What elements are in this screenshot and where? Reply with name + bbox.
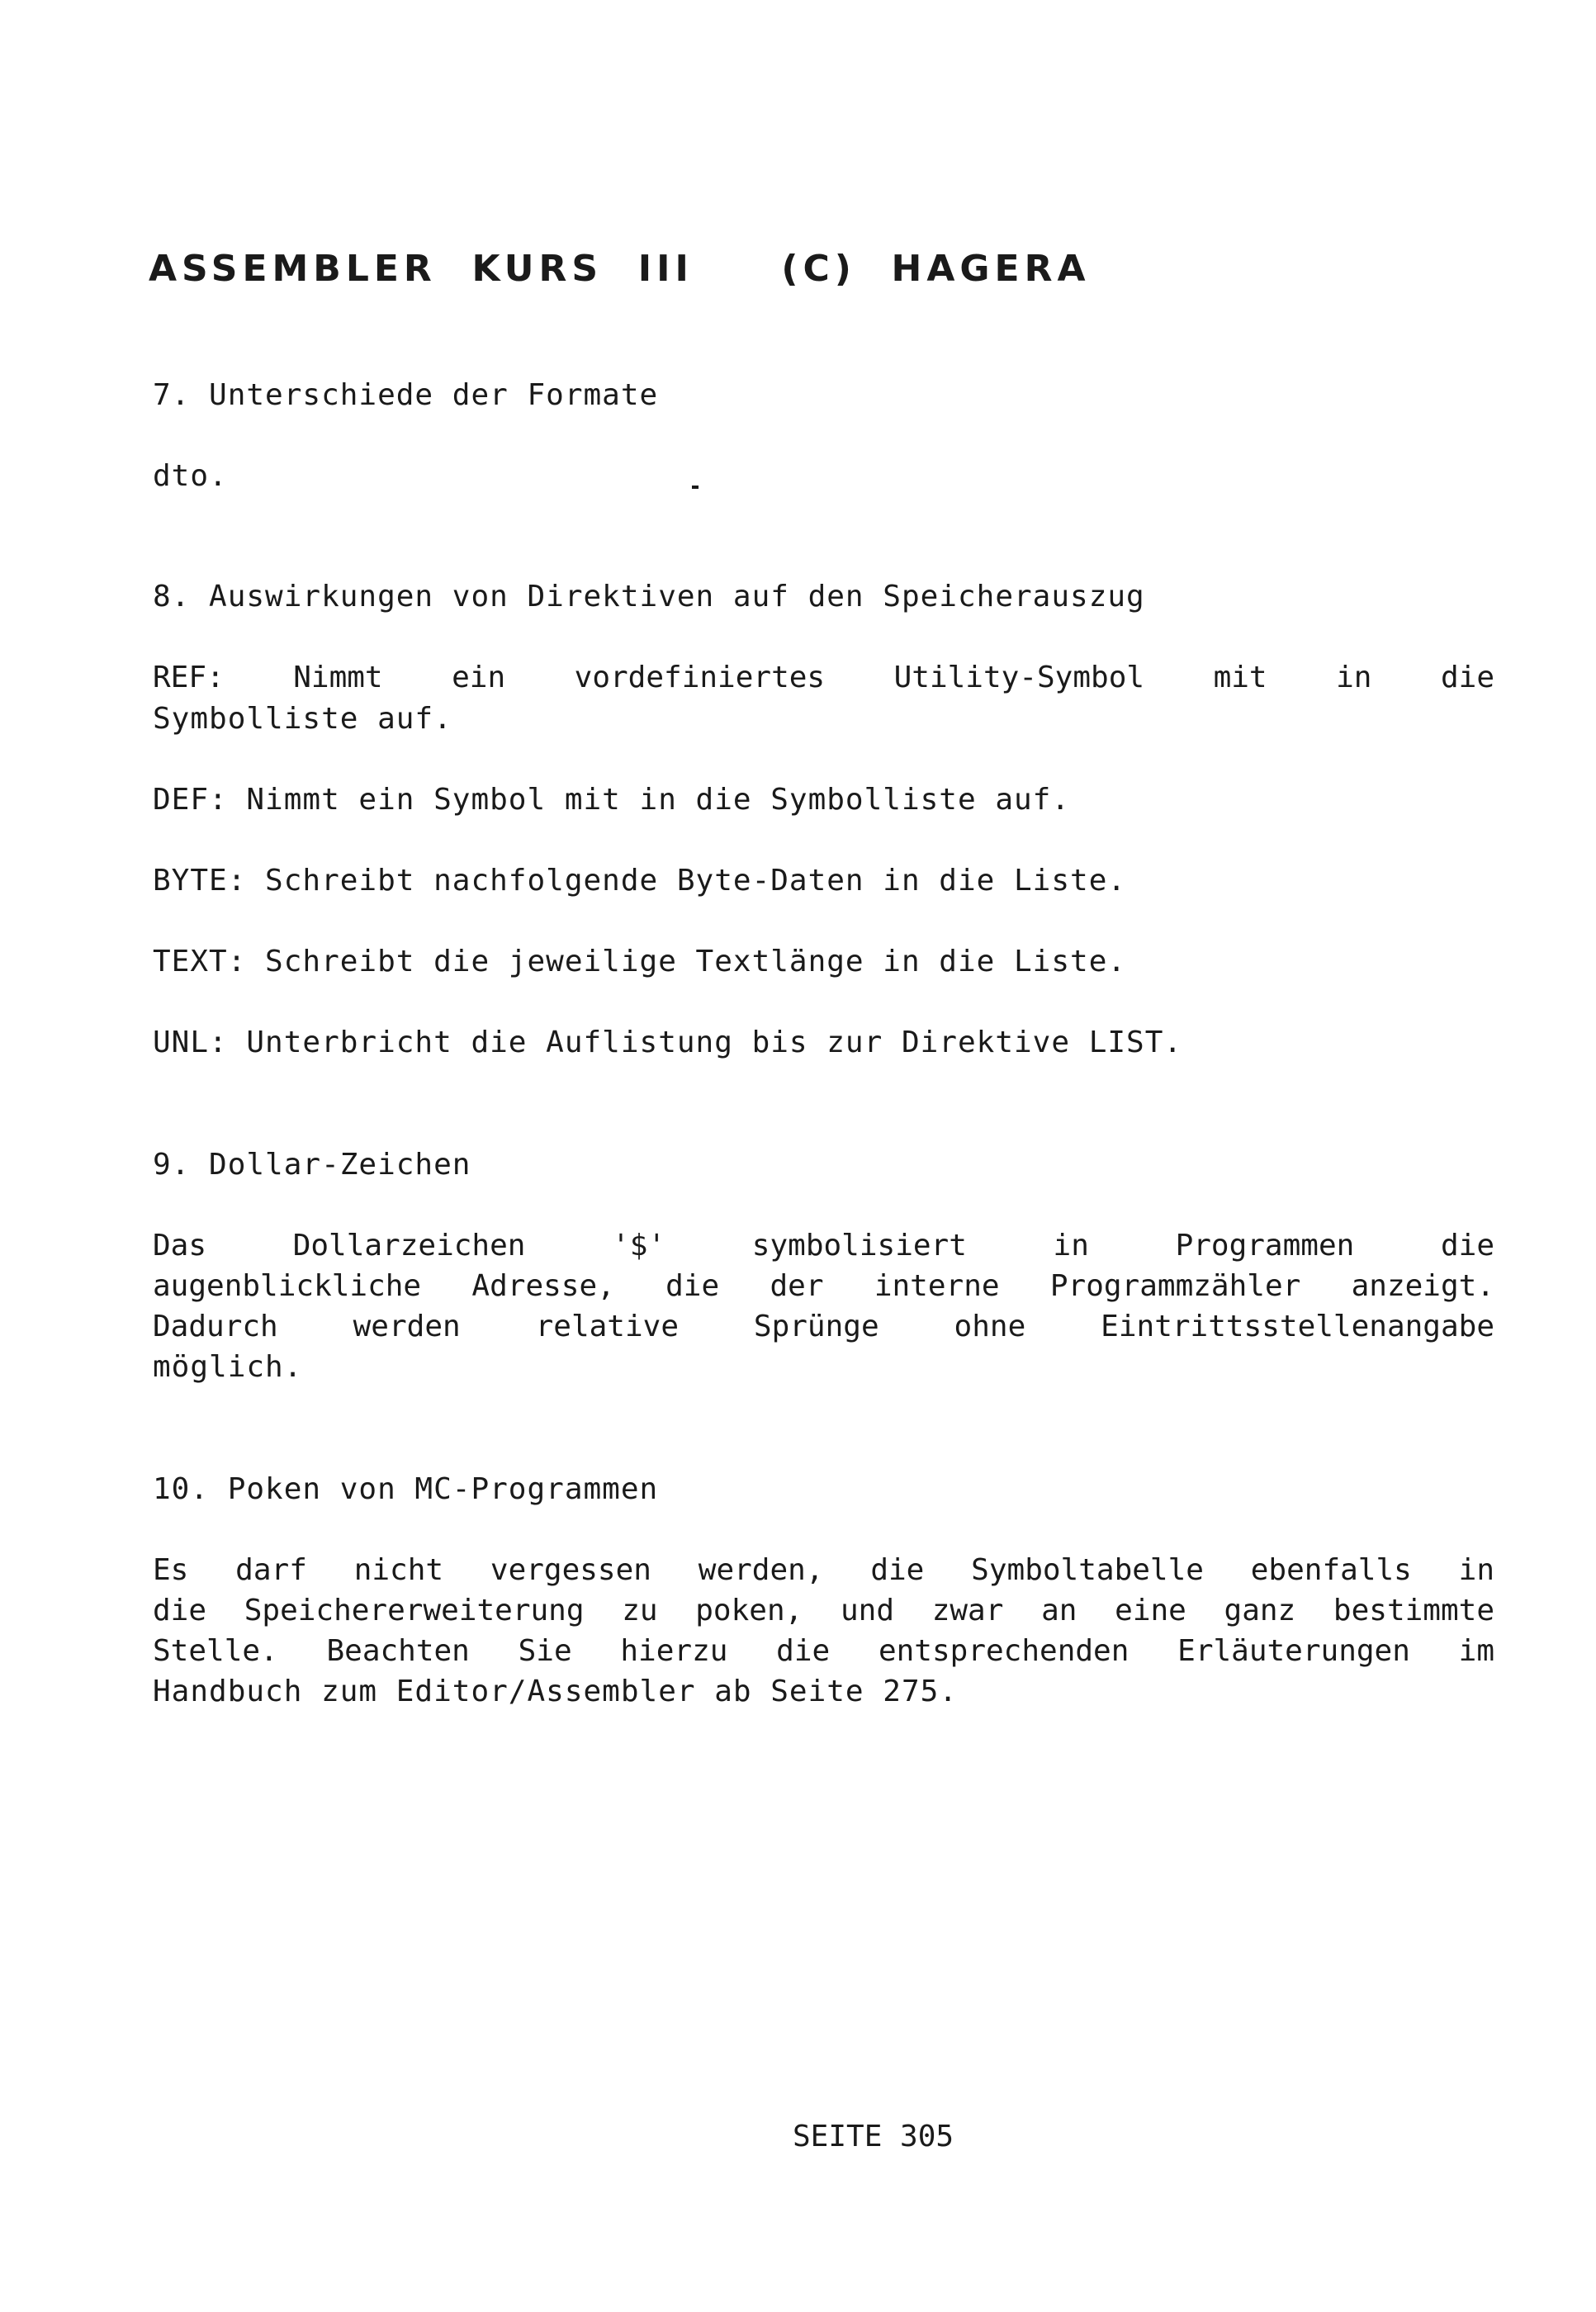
unl-line: UNL: Unterbricht die Auflistung bis zur Direktive LIST. bbox=[153, 1026, 1183, 1059]
section-8-title: 8. Auswirkungen von Direktiven auf den Speicherauszug bbox=[153, 580, 1145, 614]
section-10-title: 10. Poken von MC-Programmen bbox=[153, 1472, 659, 1506]
ref-line-1: REF: Nimmt ein vordefiniertes Utility-Symbol mit in die bbox=[153, 661, 1494, 694]
poken-para-line-2: die Speichererweiterung zu poken, und zwar an eine ganz bestimmte bbox=[153, 1594, 1494, 1627]
dollar-para-line-1: Das Dollarzeichen '$' symbolisiert in Programmen die bbox=[153, 1229, 1494, 1263]
section-9-title: 9. Dollar-Zeichen bbox=[153, 1148, 471, 1182]
poken-para-line-3: Stelle. Beachten Sie hierzu die entsprechenden Erläuterungen im bbox=[153, 1634, 1494, 1668]
ref-line-2: Symbolliste auf. bbox=[153, 702, 452, 736]
text-line: TEXT: Schreibt die jeweilige Textlänge in die Liste. bbox=[153, 945, 1127, 978]
def-line: DEF: Nimmt ein Symbol mit in die Symbolliste auf. bbox=[153, 783, 1071, 817]
page-header: ASSEMBLER KURS III (C) HAGERA bbox=[149, 248, 1091, 290]
dollar-para-line-3: Dadurch werden relative Sprünge ohne Eintrittsstellenangabe bbox=[153, 1310, 1494, 1343]
section-7-text: dto. bbox=[153, 459, 228, 493]
byte-line: BYTE: Schreibt nachfolgende Byte-Daten in die Liste. bbox=[153, 864, 1127, 898]
dollar-para-line-4: möglich. bbox=[153, 1350, 303, 1384]
section-7-title: 7. Unterschiede der Formate bbox=[153, 378, 659, 412]
page-number: SEITE 305 bbox=[793, 2120, 954, 2153]
stray-mark bbox=[692, 486, 699, 489]
poken-para-line-1: Es darf nicht vergessen werden, die Symboltabelle ebenfalls in bbox=[153, 1553, 1494, 1587]
dollar-para-line-2: augenblickliche Adresse, die der interne Programmzähler anzeigt. bbox=[153, 1269, 1494, 1303]
poken-para-line-4: Handbuch zum Editor/Assembler ab Seite 275. bbox=[153, 1675, 958, 1708]
